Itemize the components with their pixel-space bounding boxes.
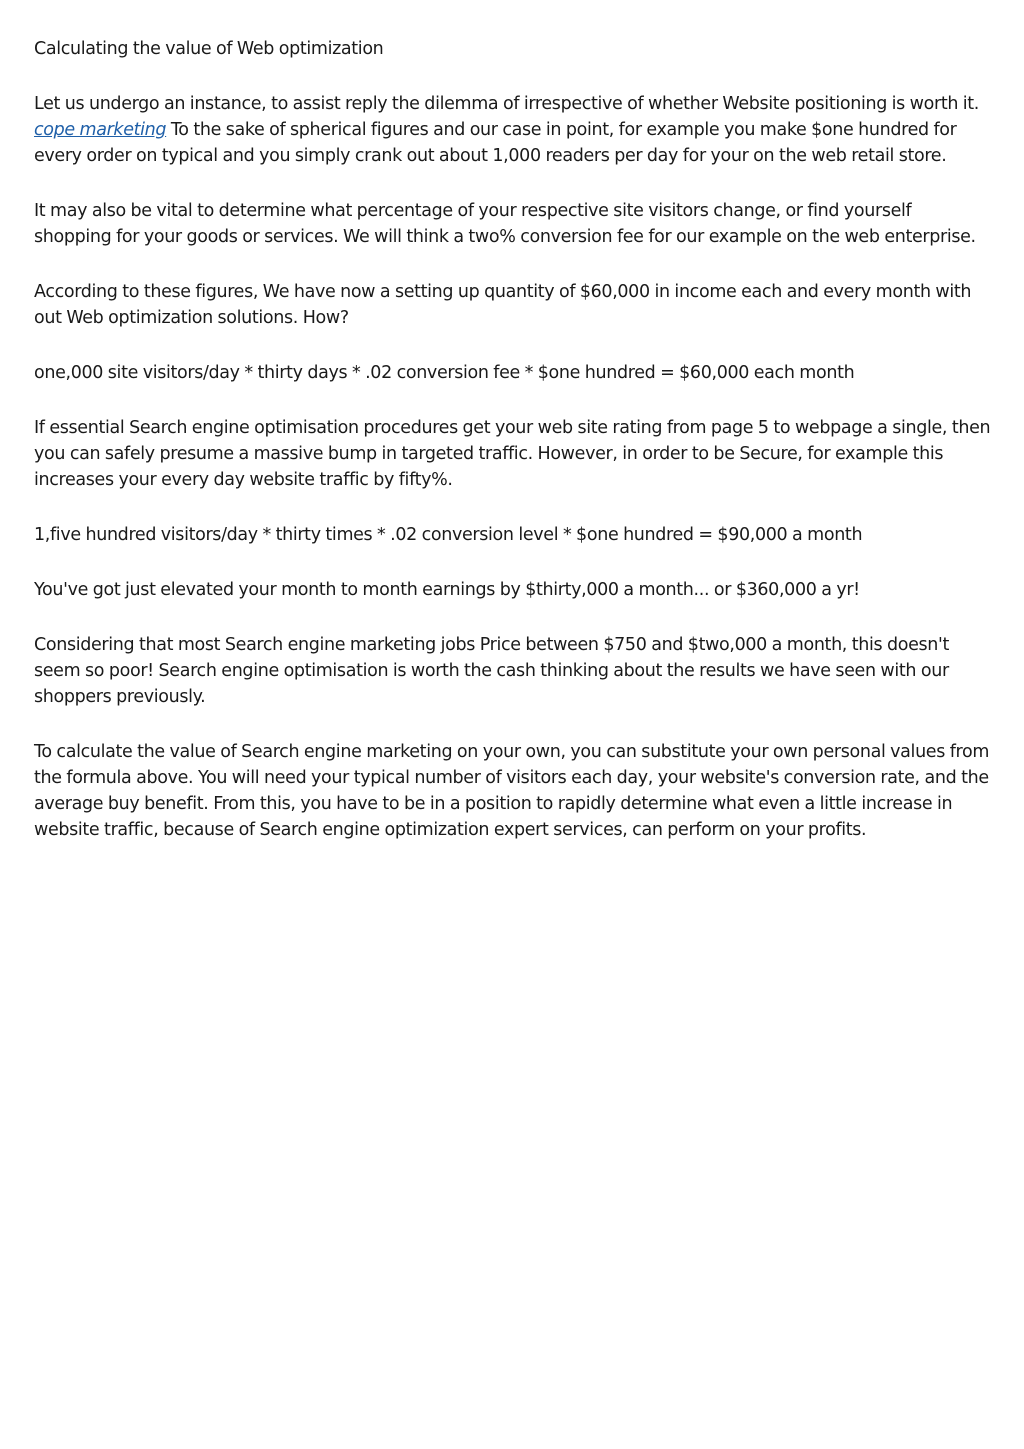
paragraph-intro-text: Let us undergo an instance, to assist reply the dilemma of irrespective of whether Website positioning is worth it. (34, 94, 980, 114)
paragraph-intro (34, 91, 992, 169)
paragraph-earnings-gain: You've got just elevated your month to month earnings by $thirty,000 a month... or $360,000 a yr! (34, 580, 860, 600)
document-title: Calculating the value of Web optimization (34, 39, 384, 59)
paragraph-cost-comparison: Considering that most Search engine marketing jobs Price between $750 and $two,000 a month, this doesn't seem so poor! Search engine optimisation is worth the cash thinking about the results we have seen with our shoppers previously. (34, 635, 949, 707)
paragraph-conversion: It may also be vital to determine what percentage of your respective site visitors change, or find yourself shopping for your goods or services. We will think a two% conversion fee for our example on the web enterprise. (34, 201, 976, 247)
cope-marketing-link[interactable]: cope marketing (34, 120, 167, 140)
document-body (34, 36, 992, 872)
paragraph-baseline-income: According to these figures, We have now a setting up quantity of $60,000 in income each and every month with out Web optimization solutions. How? (34, 282, 972, 328)
formula-increased: 1,five hundred visitors/day * thirty times * .02 conversion level * $one hundred = $90,000 a month (34, 525, 863, 545)
formula-baseline: one,000 site visitors/day * thirty days * .02 conversion fee * $one hundred = $60,000 each month (34, 363, 855, 383)
paragraph-intro-continuation: To the sake of spherical figures and our case in point, for example you make $one hundred for every order on typical and you simply crank out about 1,000 readers per day for your on the web retail store. (34, 120, 957, 166)
paragraph-calculate-yourself: To calculate the value of Search engine marketing on your own, you can substitute your own personal values from the formula above. You will need your typical number of visitors each day, your website's conversion rate, and the average buy benefit. From this, you have to be in a position to rapidly determine what even a little increase in website traffic, because of Search engine optimization expert services, can perform on your profits. (34, 742, 990, 840)
paragraph-traffic-increase: If essential Search engine optimisation procedures get your web site rating from page 5 to webpage a single, then you can safely presume a massive bump in targeted traffic. However, in order to be Secure, for example this increases your every day website traffic by fifty%. (34, 418, 991, 490)
